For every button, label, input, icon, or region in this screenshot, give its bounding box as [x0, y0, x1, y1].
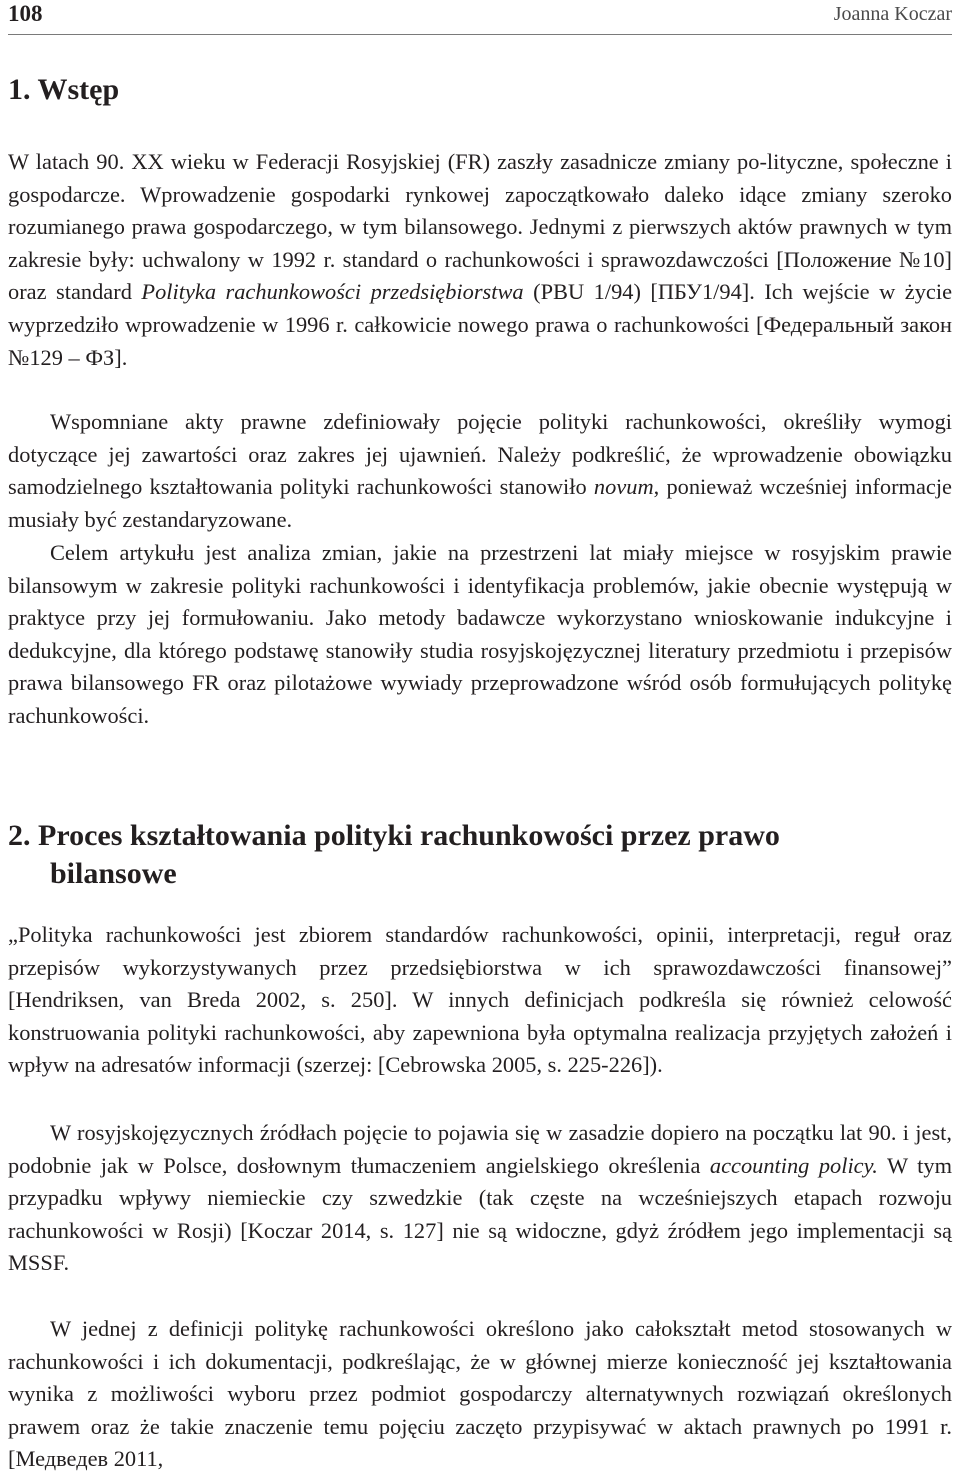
paragraph-2-italic-novum: novum: [593, 474, 654, 500]
paragraph-6: W jednej z definicji politykę rachunkowości określono jako całokształt metod stosowanych w rachunkowości i ich dokumentacji, podkreślając, że w głównej mierze konieczność jej kształtowania wynika z możliwości wyboru przez podmiot gospodarczy alternatywnych rozwiązań określonych prawem oraz że takie znaczenie temu pojęciu zaczęto przypisywać w aktach prawnych po 1991 r. [Медведев 2011,: [8, 1316, 952, 1472]
running-header: [8, 0, 952, 30]
paragraph-5-text-b: W tym przypadku wpływy niemieckie czy szwedzkie (tak częste na wcześniejszych etapach rozwoju rachunkowości w Rosji) [Koczar 2014, s. 127] nie są widoczne, gdyż źródłem jego implementacji są MSSF.: [8, 1152, 952, 1276]
paragraph-3: Celem artykułu jest analiza zmian, jakie na przestrzeni lat miały miejsce w rosyjskim prawie bilansowym w zakresie polityki rachunkowości i identyfikacja problemów, jakie obecnie występują w praktyce przy jej formułowaniu. Jako metody badawcze wykorzystano wnioskowanie indukcyjne i dedukcyjne, dla którego podstawę stanowiły studia rosyjskojęzycznej literatury przedmiotu i przepisów prawa bilansowego FR oraz pilotażowe wywiady przeprowadzone wśród osób formułujących politykę rachunkowości.: [8, 540, 952, 728]
paragraph-5-text-a: W rosyjskojęzycznych źródłach pojęcie to pojawia się w zasadzie dopiero na początku lat 90. i jest, podobnie jak w Polsce, dosłownym tłumaczeniem angielskiego określenia: [8, 1120, 952, 1178]
paragraph-1-text-b: lityczne, społeczne i gospodarcze. Wprowadzenie gospodarki rynkowej zapoczątkowało daleko idące zmiany szeroko rozumianego prawa gospodarczego, w tym bilansowego. Jednymi z pierwszych aktów prawnych w tym zakresie były: uchwalony w 1992 r. standard o rachunkowości i sprawozdawczości [Положение №10] oraz standard: [8, 149, 952, 305]
paragraph-2-text-a: Wspomniane akty prawne zdefiniowały pojęcie polityki rachunkowości, określiły wymogi dotyczące jej zawartości oraz zakres jej ujawnień. Należy podkreślić, że wprowadzenie obowiązku samodzielnego kształtowania polityki rachunkowości stanowiło: [8, 409, 952, 500]
paragraph-4-quote: „Polityka rachunkowości jest zbiorem standardów rachunkowości, opinii, interpretacji, reguł oraz przepisów wykorzystywanych przez przedsiębiorstwa w ich sprawozdawczości finansowej” [Hendriksen, van Breda 2002, s. 250]. W innych definicjach podkreśla się również celowość konstruowania polityki rachunkowości, aby zapewniona była optymalna realizacja przyjętych założeń i wpływ na adresatów informacji (szerzej: [Cebrowska 2005, s. 225-226]).: [8, 922, 952, 1078]
section-2-heading-line-2: bilansowe: [50, 857, 177, 890]
paragraph-5: [8, 1117, 952, 1280]
paragraph-1-text-a: W latach 90. XX wieku w Federacji Rosyjskiej (FR) zaszły zasadnicze zmiany po: [8, 149, 760, 174]
paragraph-5-italic-term: accounting policy.: [709, 1152, 878, 1178]
paragraph-2-text-b: , ponieważ wcześniej informacje musiały być zestandaryzowane.: [8, 474, 952, 532]
paragraph-1-italic-title: Polityka rachunkowości przedsiębiorstwa: [141, 279, 524, 305]
header-rule: [8, 34, 952, 35]
paragraph-1-text-c: (PBU 1/94) [ПБУ1/94]. Ich wejście w życie wyprzedziło wprowadzenie w 1996 r. całkowicie nowego prawa o rachunkowości [Федеральный закон №129 – ФЗ].: [8, 279, 953, 370]
paragraph-2: [8, 406, 952, 536]
paragraph-1: W latach 90. XX wieku w Federacji Rosyjskiej (FR) zaszły zasadnicze zmiany po-lityczne, społeczne i gospodarcze. Wprowadzenie gospodarki rynkowej zapoczątkowało daleko idące zmiany szeroko rozumianego prawa gospodarczego, w tym bilansowego. Jednymi z pierwszych aktów prawnych w tym zakresie były: uchwalony w 1992 r. standard o rachunkowości i sprawozdawczości [Положение №10] oraz standard Polityka rachunkowości przedsiębiorstwa (PBU 1/94) [ПБУ1/94]. Ich wejście w życie wyprzedziło wprowadzenie w 1996 r. całkowicie nowego prawa o rachunkowości [Федеральный закон №129 – ФЗ].: [8, 149, 953, 370]
section-2-heading-line-1: 2. Proces kształtowania polityki rachunkowości przez prawo: [8, 819, 780, 852]
section-1-heading: 1. Wstęp: [8, 73, 120, 106]
running-author: Joanna Koczar: [833, 3, 952, 25]
page-number: 108: [8, 1, 43, 26]
